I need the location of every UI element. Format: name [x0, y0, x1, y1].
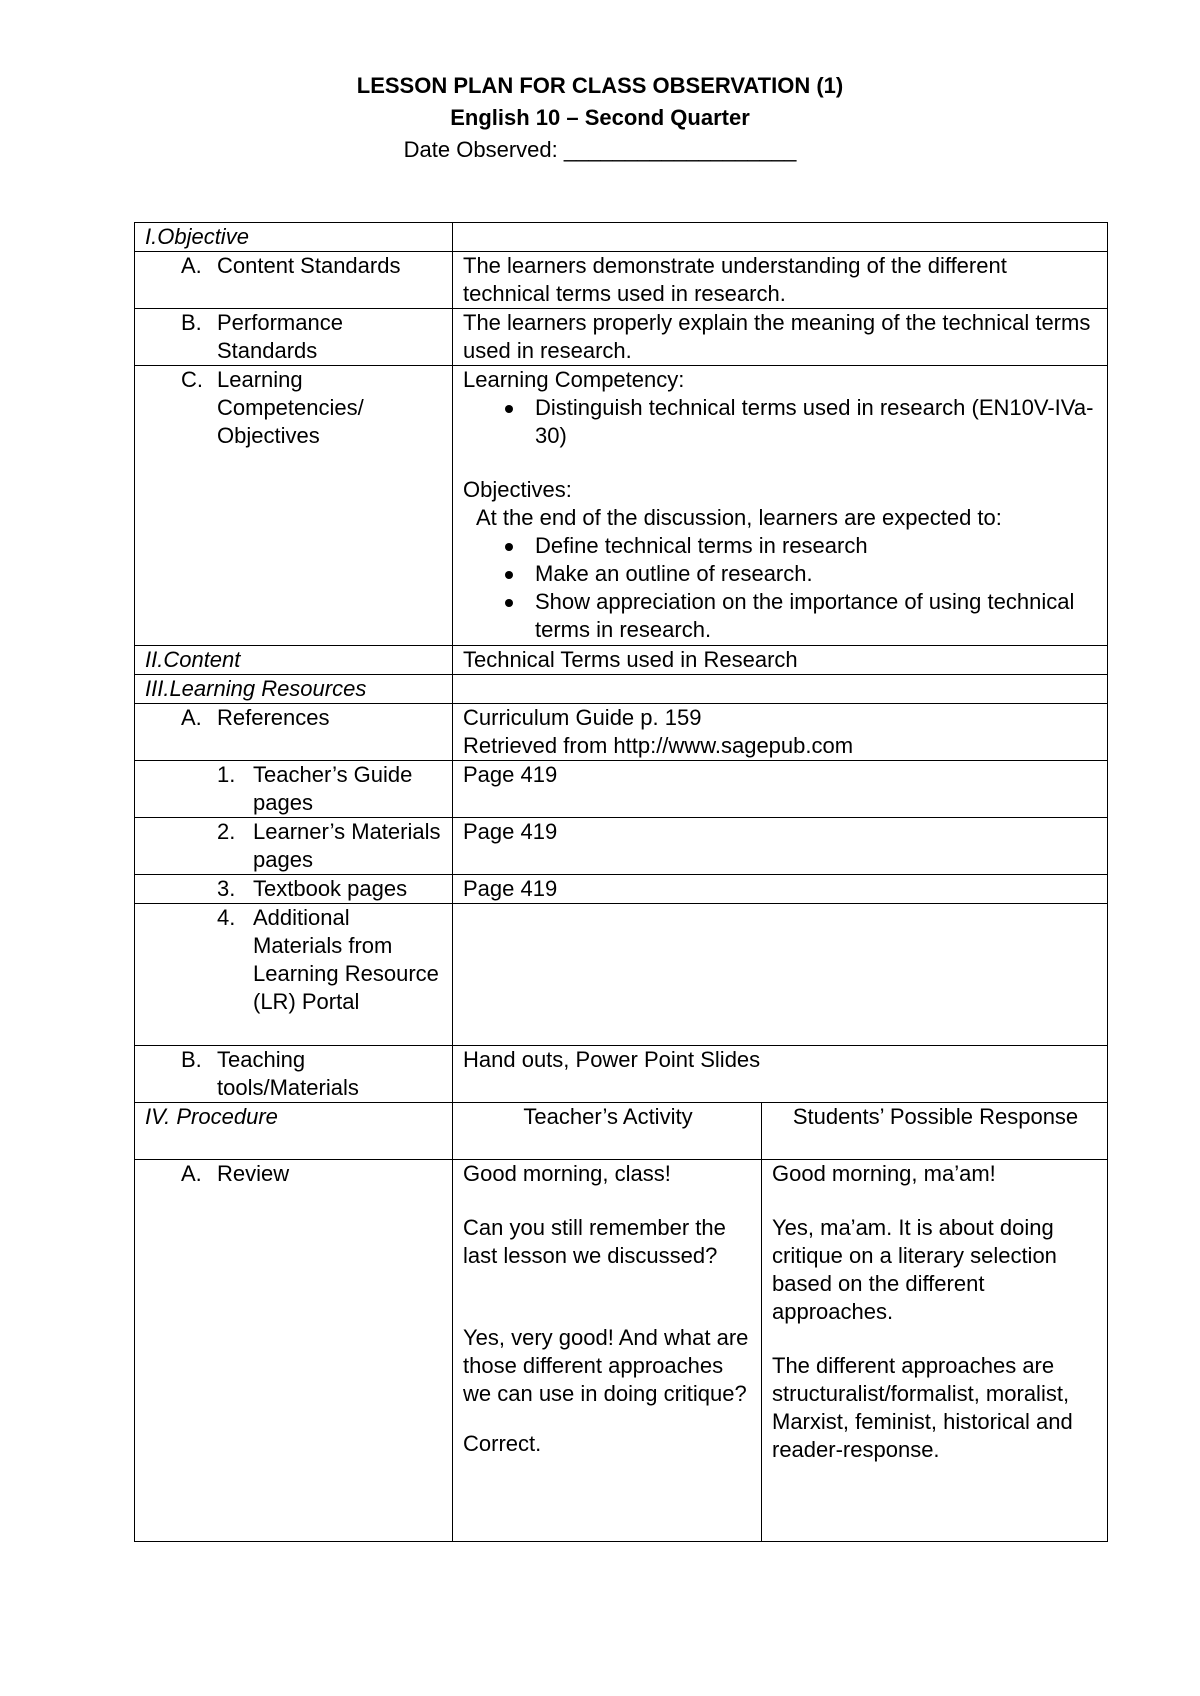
teacher-line: Can you still remember the last lesson we discussed? [463, 1215, 726, 1268]
performance-standards-value: The learners properly explain the meaning of the technical terms used in research. [453, 309, 1108, 366]
teachers-guide-label: Teacher’s Guide pages [253, 762, 413, 815]
objective-item: Define technical terms in research [535, 532, 1099, 560]
competency-heading: Learning Competency: [463, 367, 685, 392]
additional-materials-value [453, 904, 1108, 1046]
learners-materials-label: Learner’s Materials pages [253, 819, 441, 872]
objective-item: Show appreciation on the importance of using technical terms in research. [535, 588, 1099, 644]
row-textbook: 3. Textbook pages Page 419 [135, 875, 1108, 904]
row-performance-standards: B. Performance Standards The learners properly explain the meaning of the technical terms used in research. [135, 309, 1108, 366]
section-row-resources [135, 675, 1108, 704]
objective-item: Make an outline of research. [535, 560, 1099, 588]
references-label: References [217, 705, 330, 730]
section-row-objective [135, 223, 1108, 252]
row-teaching-tools: B. Teaching tools/Materials Hand outs, Power Point Slides [135, 1046, 1108, 1103]
row-content-standards: A. Content Standards The learners demonstrate understanding of the different technical terms used in research. [135, 252, 1108, 309]
textbook-value: Page 419 [453, 875, 1108, 904]
teacher-line: Yes, very good! And what are those different approaches we can use in doing critique? [463, 1325, 749, 1406]
textbook-label: Textbook pages [253, 876, 408, 901]
row-learning-competencies: C. Learning Competencies/ Objectives Learning Competency: Distinguish technical terms used in research (EN10V-IVa-30) Objectives: At the end of the discussion, learners are expected to: Define technical terms in research Make an outline of research. Show appreciation on the importance of using technical terms in research. [135, 366, 1108, 646]
student-line: The different approaches are structuralist/formalist, moralist, Marxist, feminist, historical and reader-response. [772, 1353, 1073, 1462]
teaching-tools-value: Hand outs, Power Point Slides [453, 1046, 1108, 1103]
row-learners-materials: 2. Learner’s Materials pages Page 419 [135, 818, 1108, 875]
document-title: LESSON PLAN FOR CLASS OBSERVATION (1) [356, 73, 844, 98]
additional-materials-label: Additional Materials from Learning Resource (LR) Portal [253, 905, 439, 1014]
competency-list [463, 394, 1099, 450]
competency-item: Distinguish technical terms used in research (EN10V-IVa-30) [535, 394, 1099, 450]
teacher-line: Good morning, class! [463, 1161, 671, 1186]
learners-materials-value: Page 419 [453, 818, 1108, 875]
teachers-guide-value: Page 419 [453, 761, 1108, 818]
content-standards-label: Content Standards [217, 253, 401, 278]
row-review: A. Review Good morning, class! Can you still remember the last lesson we discussed? Yes, very good! And what are those different approaches we can use in doing critique? Correct. Good morning, ma’am! Yes, ma’am. It is about doing critique on a literary selection based on the different approaches. The different approaches are structuralist/formalist, moralist, Marxist, feminist, historical and reader-response. [135, 1160, 1108, 1542]
row-teachers-guide: 1. Teacher’s Guide pages Page 419 [135, 761, 1108, 818]
objectives-intro: At the end of the discussion, learners are expected to: [476, 505, 1002, 530]
document-header [0, 70, 1200, 166]
learning-competencies-cell [453, 366, 1108, 646]
section-heading-objective: I.Objective [135, 223, 453, 252]
teacher-activity-header: Teacher’s Activity [453, 1103, 762, 1160]
objectives-heading: Objectives: [463, 477, 572, 502]
review-students-cell [762, 1160, 1108, 1542]
section-row-procedure [135, 1103, 1108, 1160]
review-label: Review [217, 1161, 290, 1186]
review-teacher-cell [453, 1160, 762, 1542]
lesson-plan-table [134, 222, 1108, 1542]
section-row-content [135, 646, 1108, 675]
content-standards-value: The learners demonstrate understanding of the different technical terms used in research. [453, 252, 1108, 309]
learning-competencies-label: Learning Competencies/ Objectives [217, 367, 364, 448]
section-heading-procedure: IV. Procedure [135, 1103, 453, 1160]
teaching-tools-label: Teaching tools/Materials [217, 1047, 359, 1100]
row-references: A. References Curriculum Guide p. 159 Retrieved from http://www.sagepub.com [135, 704, 1108, 761]
objectives-list [463, 532, 1099, 644]
references-value: Curriculum Guide p. 159 Retrieved from http://www.sagepub.com [453, 704, 1108, 761]
student-line: Yes, ma’am. It is about doing critique on a literary selection based on the different approaches. [772, 1215, 1057, 1324]
row-additional-materials: 4. Additional Materials from Learning Resource (LR) Portal [135, 904, 1108, 1046]
section-heading-resources: III.Learning Resources [135, 675, 453, 704]
performance-standards-label: Performance Standards [217, 310, 343, 363]
students-response-header: Students’ Possible Response [762, 1103, 1108, 1160]
date-observed-line: Date Observed: ___________________ [403, 137, 797, 162]
student-line: Good morning, ma’am! [772, 1161, 996, 1186]
content-value: Technical Terms used in Research [453, 646, 1108, 675]
section-heading-content: II.Content [135, 646, 453, 675]
document-subtitle: English 10 – Second Quarter [450, 105, 750, 130]
teacher-line: Correct. [463, 1431, 542, 1456]
